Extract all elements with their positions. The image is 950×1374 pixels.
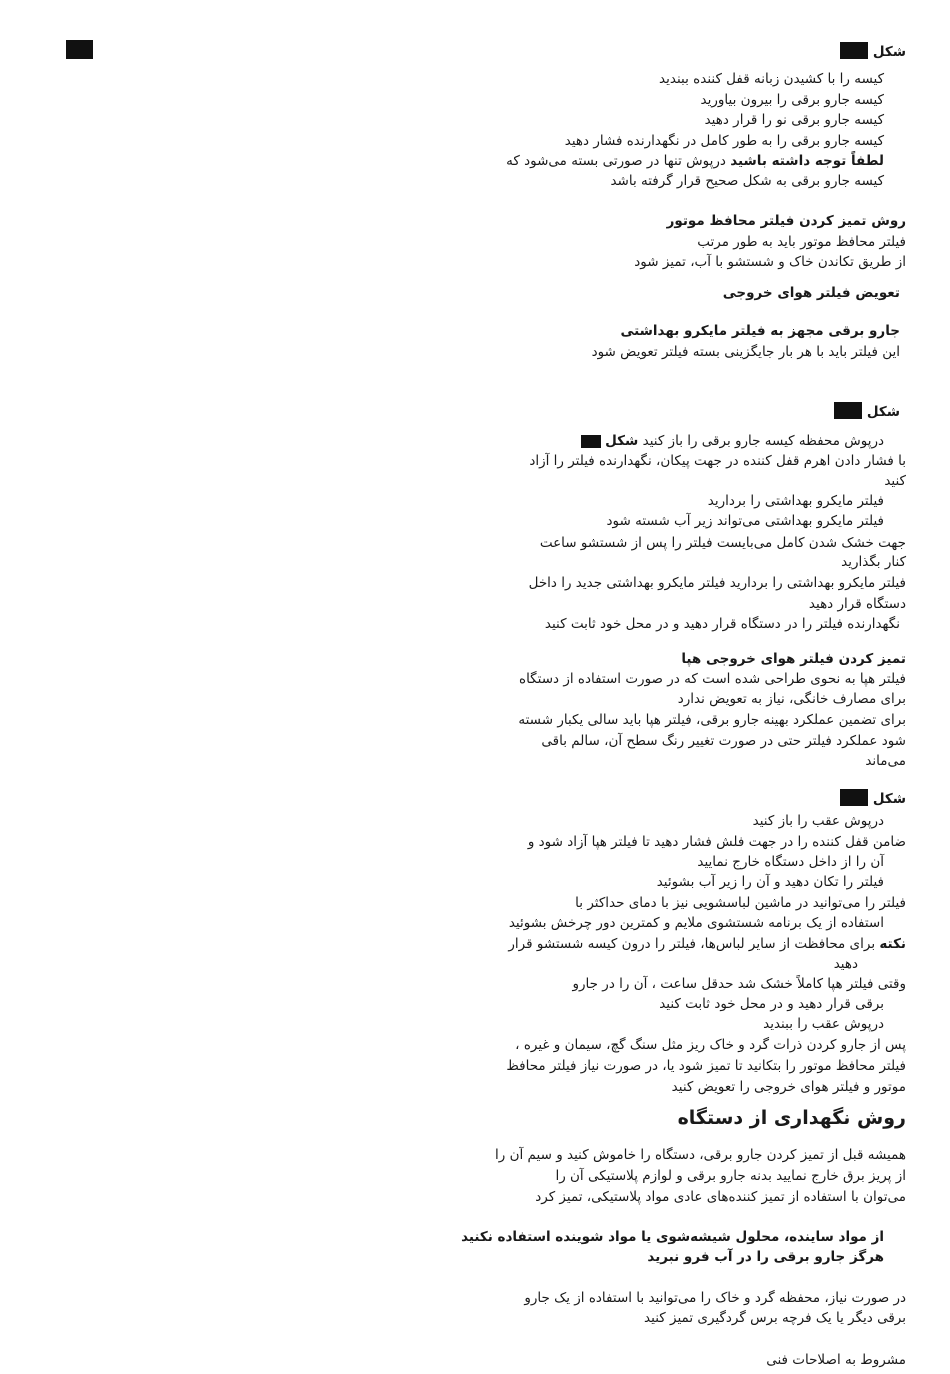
section2-line-7: کنار بگذارید bbox=[841, 554, 906, 570]
section2-line-3: کنید bbox=[884, 473, 906, 489]
section2-line-6: جهت خشک شدن کامل می‌بایست فیلتر را پس از شستشو ساعت bbox=[539, 535, 906, 551]
section1-note-line-2: کیسه جارو برقی به شکل صحیح قرار گرفته باشد bbox=[610, 173, 884, 189]
maintenance-line-1: همیشه قبل از تمیز کردن جارو برقی، دستگاه را خاموش کنید و سیم آن را bbox=[495, 1147, 906, 1163]
section3-line-3: آن را از داخل دستگاه خارج نمایید bbox=[697, 854, 884, 870]
motor-filter-title: روش تمیز کردن فیلتر محافظ موتور bbox=[666, 213, 906, 229]
maintenance-line-5: برقی دیگر یا یک فرچه برس گردگیری تمیز کنید bbox=[644, 1310, 906, 1326]
section3-note bbox=[508, 935, 906, 953]
section2-line-1: درپوش محفظه کیسه جارو برقی را باز کنید شکل bbox=[581, 432, 884, 450]
section2-line-5: فیلتر مایکرو بهداشتی می‌تواند زیر آب شسته شود bbox=[606, 513, 884, 529]
maintenance-line-4: در صورت نیاز، محفظه گرد و خاک را می‌توانید با استفاده از یک جارو bbox=[524, 1290, 906, 1306]
section1-note-text: درپوش تنها در صورتی بسته می‌شود که bbox=[506, 153, 726, 169]
hepa-clean-line-5: می‌ماند bbox=[865, 753, 906, 769]
motor-filter-line-2: از طریق تکاندن خاک و شستشو با آب، تمیز شود bbox=[634, 254, 906, 270]
hepa-clean-line-4: شود عملکرد فیلتر حتی در صورت تغییر رنگ سطح آن، سالم باقی bbox=[541, 733, 906, 749]
micro-filter-title: جارو برقی مجهز به فیلتر مایکرو بهداشتی bbox=[620, 323, 900, 339]
hepa-clean-line-2: برای مصارف خانگی، نیاز به تعویض ندارد bbox=[677, 691, 906, 707]
motor-filter-line-1: فیلتر محافظ موتور باید به طور مرتب bbox=[697, 234, 906, 250]
section3-line-5: فیلتر را می‌توانید در ماشین لباسشویی نیز با دمای حداکثر با bbox=[575, 895, 906, 911]
section1-line-1: کیسه را با کشیدن زبانه قفل کننده ببندید bbox=[659, 71, 884, 87]
maintenance-line-2: از پریز برق خارج نمایید بدنه جارو برقی و لوازم پلاستیکی آن را bbox=[555, 1168, 906, 1184]
maintenance-line-3: می‌توان با استفاده از تمیز کننده‌های عادی مواد پلاستیکی، تمیز کرد bbox=[535, 1189, 906, 1205]
section3-line-9: وقتی فیلتر هپا کاملاً خشک شد حدقل ساعت ، آن را در جارو bbox=[572, 976, 906, 992]
section3-line-12: پس از جارو کردن ذرات گرد و خاک ریز مثل سنگ گچ، سیمان و غیره ، bbox=[515, 1037, 906, 1053]
hepa-clean-line-3: برای تضمین عملکرد بهینه جارو برقی، فیلتر هپا باید سالی یکبار شسته bbox=[518, 712, 906, 728]
figure-label-3: شکل bbox=[840, 789, 906, 808]
section2-line-10: نگهدارنده فیلتر را در دستگاه قرار دهید و در محل خود ثابت کنید bbox=[544, 616, 900, 632]
section3-line-6: استفاده از یک برنامه شستشوی ملایم و کمترین دور چرخش بشوئید bbox=[508, 915, 884, 931]
footer-note: مشروط به اصلاحات فنی bbox=[766, 1352, 906, 1368]
section1-line-4: کیسه جارو برقی را به طور کامل در نگهدارنده فشار دهید bbox=[564, 133, 884, 149]
section1-note bbox=[506, 152, 884, 170]
section2-line-4: فیلتر مایکرو بهداشتی را بردارید bbox=[707, 493, 884, 509]
page-corner-marker bbox=[66, 40, 93, 59]
section1-line-3: کیسه جارو برقی نو را قرار دهید bbox=[704, 112, 884, 128]
section2-line-9: دستگاه قرار دهید bbox=[808, 596, 906, 612]
section2-line-2: با فشار دادن اهرم قفل کننده در جهت پیکان، نگهدارنده فیلتر را آزاد bbox=[529, 453, 906, 469]
section3-line-8: دهید bbox=[833, 956, 858, 972]
exhaust-replace-title: تعویض فیلتر هوای خروجی bbox=[722, 285, 900, 301]
section3-line-11: درپوش عقب را ببندید bbox=[763, 1016, 884, 1032]
section3-line-4: فیلتر را تکان دهید و آن را زیر آب بشوئید bbox=[656, 874, 884, 890]
section3-line-2: ضامن قفل کننده را در جهت فلش فشار دهید تا فیلتر هپا آزاد شود و bbox=[527, 834, 906, 850]
section3-line-1: درپوش عقب را باز کنید bbox=[752, 813, 884, 829]
maintenance-title: روش نگهداری از دستگاه bbox=[677, 1107, 906, 1129]
figure-label-1: شکل bbox=[840, 42, 906, 61]
maintenance-warning-1: از مواد ساینده، محلول شیشه‌شوی یا مواد شوینده استفاده نکنید bbox=[461, 1229, 884, 1245]
section1-note-bold: لطفاً توجه داشته باشید bbox=[730, 153, 884, 169]
micro-filter-line-1: این فیلتر باید با هر بار جایگزینی بسته فیلتر تعویض شود bbox=[591, 344, 900, 360]
section1-line-2: کیسه جارو برقی را بیرون بیاورید bbox=[700, 92, 884, 108]
section2-line-8: فیلتر مایکرو بهداشتی را بردارید فیلتر مایکرو بهداشتی جدید را داخل bbox=[528, 575, 906, 591]
figure-label-2: شکل bbox=[834, 402, 900, 421]
section3-note-text: برای محافظت از سایر لباس‌ها، فیلتر را درون کیسه شستشو قرار bbox=[508, 936, 876, 952]
maintenance-warning-2: هرگز جارو برقی را در آب فرو نبرید bbox=[647, 1249, 884, 1265]
section3-line-10: برقی قرار دهید و در محل خود ثابت کنید bbox=[659, 996, 884, 1012]
hepa-clean-title: تمیز کردن فیلتر هوای خروجی هپا bbox=[681, 651, 906, 667]
section3-line-13: فیلتر محافظ موتور را بتکانید تا تمیز شود یا، در صورت نیاز فیلتر محافظ bbox=[506, 1058, 906, 1074]
section3-note-bold: نکته bbox=[879, 936, 906, 952]
hepa-clean-line-1: فیلتر هپا به نحوی طراحی شده است که در صورت استفاده از دستگاه bbox=[519, 671, 906, 687]
section3-line-14: موتور و فیلتر هوای خروجی را تعویض کنید bbox=[671, 1079, 906, 1095]
